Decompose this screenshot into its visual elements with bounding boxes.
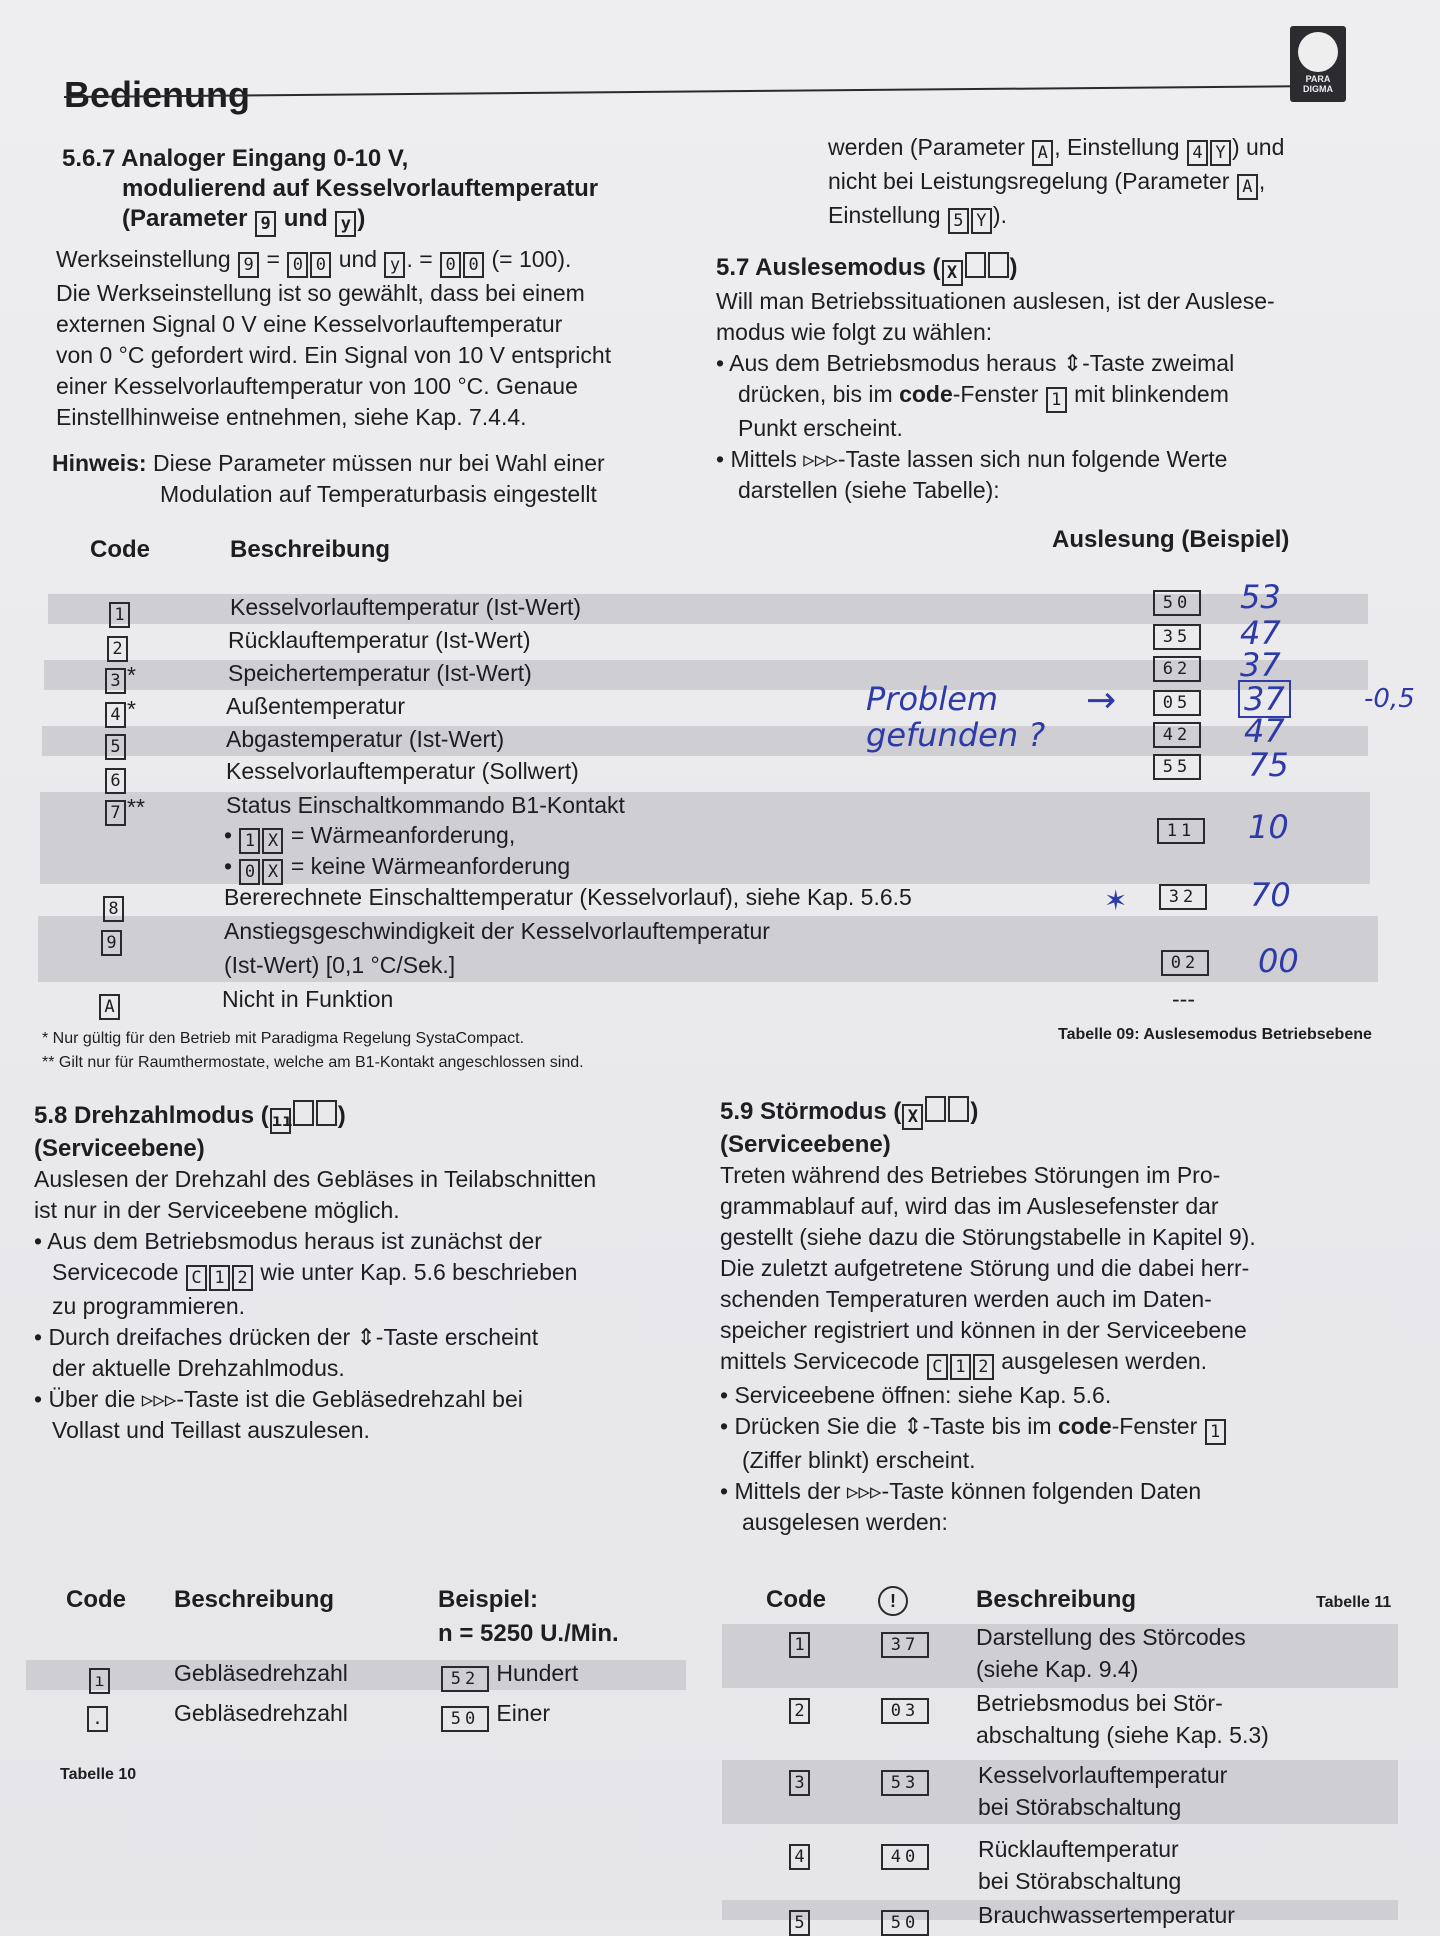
hint-label: Hinweis: bbox=[52, 450, 147, 476]
table-row: 2 bbox=[788, 1692, 811, 1724]
body-line: von 0 °C gefordert wird. Ein Signal von 10 V entspricht bbox=[56, 342, 612, 368]
bullet-1-cont: drücken, bis im code-Fenster 1 mit blinkendem bbox=[716, 379, 1396, 413]
handwritten-star-icon: ✶ bbox=[1104, 884, 1128, 917]
paradigma-logo: PARA DIGMA bbox=[1290, 26, 1346, 102]
bullet-cont: Vollast und Teillast auszulesen. bbox=[52, 1417, 370, 1443]
table-cell-value: 50 Einer bbox=[440, 1700, 550, 1732]
bullet: • Durch dreifaches drücken der ⇕-Taste erscheint bbox=[34, 1324, 539, 1350]
bullet: • Serviceebene öffnen: siehe Kap. 5.6. bbox=[720, 1382, 1112, 1408]
section-subtitle: (Serviceebene) bbox=[720, 1131, 891, 1158]
table-cell-desc: Kesselvorlauftemperatur (Ist-Wert) bbox=[230, 594, 582, 620]
body-line: ist nur in der Serviceebene möglich. bbox=[34, 1197, 400, 1223]
body-line: schenden Temperaturen werden auch im Daten- bbox=[720, 1286, 1212, 1312]
table-row: 1 bbox=[788, 1626, 811, 1658]
bullet: • Mittels der ▹▹▹-Taste können folgenden Daten bbox=[720, 1478, 1202, 1504]
handwritten-note: gefunden ? bbox=[866, 716, 1046, 754]
footnote: * Nur gültig für den Betrieb mit Paradigma Regelung SystaCompact. bbox=[42, 1030, 525, 1047]
section-5-9 bbox=[720, 1096, 1400, 1538]
table-subrow: • 0 X = keine Wärmeanforderung bbox=[224, 853, 570, 885]
bullet-1-cont2: Punkt erscheint. bbox=[738, 415, 903, 441]
readout-value: 35 bbox=[1152, 624, 1202, 650]
table-row: 4 * bbox=[104, 696, 136, 728]
handwritten-value: 47 bbox=[1244, 712, 1285, 750]
bullet-2: • Mittels ▹▹▹-Taste lassen sich nun folgende Werte bbox=[716, 446, 1228, 472]
table-row: A bbox=[98, 988, 121, 1020]
bullet-cont: Servicecode C 1 2 wie unter Kap. 5.6 beschrieben bbox=[34, 1257, 704, 1291]
readout-value: 11 bbox=[1156, 818, 1206, 844]
handwritten-value: 37 bbox=[1240, 646, 1281, 684]
section-5-8-title: 5.8 Drehzahlmodus ( ıı ) bbox=[34, 1100, 704, 1134]
bullet: • Über die ▹▹▹-Taste ist die Gebläsedrehzahl bei bbox=[34, 1386, 523, 1412]
footnote: ** Gilt nur für Raumthermostate, welche am B1-Kontakt angeschlossen sind. bbox=[42, 1054, 584, 1071]
table-cell-desc: bei Störabschaltung bbox=[978, 1868, 1182, 1894]
table-cell-desc: Nicht in Funktion bbox=[222, 986, 394, 1012]
body-line: Treten während des Betriebes Störungen im Pro- bbox=[720, 1162, 1221, 1188]
table-row: . bbox=[86, 1700, 109, 1732]
body-line: Auslesen der Drehzahl des Gebläses in Teilabschnitten bbox=[34, 1166, 597, 1192]
table-cell-value: 50 bbox=[880, 1904, 930, 1936]
body-line: Einstellhinweise entnehmen, siehe Kap. 7.4.4. bbox=[56, 404, 527, 430]
table-row: ı bbox=[88, 1662, 111, 1694]
table-row: 5 bbox=[104, 728, 127, 760]
table-caption: Tabelle 09: Auslesemodus Betriebsebene bbox=[1058, 1026, 1372, 1043]
table-row: 3 bbox=[788, 1764, 811, 1796]
table10-header-ex2: n = 5250 U./Min. bbox=[438, 1620, 619, 1647]
bullet-2-cont: darstellen (siehe Tabelle): bbox=[738, 477, 1000, 503]
table-row: 4 bbox=[788, 1838, 811, 1870]
right-top-text: werden (Parameter A , Einstellung 4 Y ) und nicht bei Leistungsregelung (Parameter A , Einstellung 5 Y ). bbox=[828, 132, 1388, 234]
bullet-cont: (Ziffer blinkt) erscheint. bbox=[742, 1447, 976, 1473]
table11-header-code: Code bbox=[766, 1586, 826, 1613]
section-5-8 bbox=[34, 1100, 704, 1446]
handwritten-value: 75 bbox=[1248, 746, 1289, 784]
table-row: 9 bbox=[100, 924, 123, 956]
handwritten-value-boxed: 37 bbox=[1238, 680, 1291, 718]
bullet-cont: der aktuelle Drehzahlmodus. bbox=[52, 1355, 345, 1381]
handwritten-value: 70 bbox=[1250, 876, 1291, 914]
handwritten-value: 00 bbox=[1258, 942, 1299, 980]
table-cell-desc: Kesselvorlauftemperatur (Sollwert) bbox=[226, 758, 579, 784]
table11-header-desc: Beschreibung bbox=[976, 1586, 1137, 1613]
table-cell-desc: Anstiegsgeschwindigkeit der Kesselvorlauftemperatur bbox=[224, 918, 770, 944]
table-cell-desc: Gebläsedrehzahl bbox=[174, 1660, 348, 1686]
readout-value: 05 bbox=[1152, 690, 1202, 716]
table-cell-desc: Brauchwassertemperatur bbox=[978, 1902, 1235, 1928]
table-cell-desc: Gebläsedrehzahl bbox=[174, 1700, 348, 1726]
body-line: grammablauf auf, wird das im Auslesefenster dar bbox=[720, 1193, 1219, 1219]
table-cell-desc: bei Störabschaltung bbox=[978, 1794, 1182, 1820]
table-cell-desc-2: (Ist-Wert) [0,1 °C/Sek.] bbox=[224, 952, 456, 978]
table09-header-desc: Beschreibung bbox=[230, 536, 391, 563]
section-5-9-title: 5.9 Störmodus ( X ) bbox=[720, 1096, 1400, 1130]
page-title: Bedienung bbox=[64, 74, 250, 115]
table-cell-desc: Kesselvorlauftemperatur bbox=[978, 1762, 1228, 1788]
section-subtitle: (Serviceebene) bbox=[34, 1135, 205, 1162]
body-line: gestellt (siehe dazu die Störungstabelle in Kapitel 9). bbox=[720, 1224, 1256, 1250]
table-row: 8 bbox=[102, 890, 125, 922]
readout-value: 62 bbox=[1152, 656, 1202, 682]
table-cell-value: 03 bbox=[880, 1692, 930, 1724]
table-cell-desc: Bererechnete Einschalttemperatur (Kesselvorlauf), siehe Kap. 5.6.5 bbox=[224, 884, 912, 910]
handwritten-note: Problem bbox=[866, 680, 999, 718]
body-line: einer Kesselvorlauftemperatur von 100 °C. Genaue bbox=[56, 373, 578, 399]
table10-header-code: Code bbox=[66, 1586, 126, 1613]
handwritten-value: 47 bbox=[1240, 614, 1281, 652]
readout-value: 32 bbox=[1158, 884, 1208, 910]
table-caption: Tabelle 11 bbox=[1316, 1594, 1392, 1611]
readout-value: 42 bbox=[1152, 722, 1202, 748]
handwritten-arrow-icon: → bbox=[1086, 680, 1117, 721]
table-caption: Tabelle 10 bbox=[60, 1766, 137, 1783]
readout-value: 55 bbox=[1152, 754, 1202, 780]
body-line: Die zuletzt aufgetretene Störung und die dabei herr- bbox=[720, 1255, 1250, 1281]
table10-header-desc: Beschreibung bbox=[174, 1586, 335, 1613]
table-cell-desc: Speichertemperatur (Ist-Wert) bbox=[228, 660, 532, 686]
table-cell-desc: Außentemperatur bbox=[226, 693, 405, 719]
table-cell-desc: (siehe Kap. 9.4) bbox=[976, 1656, 1139, 1682]
table09-header-code: Code bbox=[90, 536, 150, 563]
bullet-cont: ausgelesen werden: bbox=[742, 1509, 948, 1535]
table-row: 2 bbox=[106, 630, 129, 662]
section-title-line3: (Parameter 9 und y ) bbox=[62, 204, 682, 237]
table09-header-read: Auslesung (Beispiel) bbox=[1052, 526, 1290, 553]
readout-value: 02 bbox=[1160, 950, 1210, 976]
table-row: 7 ** bbox=[104, 794, 145, 826]
hint-text-2: Modulation auf Temperaturbasis eingestellt bbox=[160, 481, 597, 507]
bullet: • Aus dem Betriebsmodus heraus ist zunächst der bbox=[34, 1228, 542, 1254]
table-cell-value: 40 bbox=[880, 1838, 930, 1870]
section-title-line2: modulierend auf Kesselvorlauftemperatur bbox=[122, 175, 599, 202]
body-line: speicher registriert und können in der Serviceebene bbox=[720, 1317, 1247, 1343]
table-cell-desc: abschaltung (siehe Kap. 5.3) bbox=[976, 1722, 1269, 1748]
bullet-1: • Aus dem Betriebsmodus heraus ⇕-Taste zweimal bbox=[716, 350, 1235, 376]
handwritten-note: -0,5 bbox=[1364, 684, 1415, 714]
hint-text: Diese Parameter müssen nur bei Wahl einer bbox=[152, 450, 605, 476]
body-line: externen Signal 0 V eine Kesselvorlauftemperatur bbox=[56, 311, 563, 337]
readout-value: --- bbox=[1172, 986, 1195, 1012]
table-row: 5 bbox=[788, 1904, 811, 1936]
table-cell-desc: Rücklauftemperatur bbox=[978, 1836, 1179, 1862]
body-line: mittels Servicecode C 1 2 ausgelesen werden. bbox=[720, 1346, 1400, 1380]
table-row: 1 bbox=[108, 596, 131, 628]
table-subrow: • 1 X = Wärmeanforderung, bbox=[224, 822, 515, 854]
body-line: modus wie folgt zu wählen: bbox=[716, 319, 993, 345]
table-cell-desc: Rücklauftemperatur (Ist-Wert) bbox=[228, 627, 531, 653]
table-cell-desc: Betriebsmodus bei Stör- bbox=[976, 1690, 1223, 1716]
handwritten-value: 53 bbox=[1240, 578, 1281, 616]
bullet-cont: zu programmieren. bbox=[52, 1293, 246, 1319]
handwritten-value: 10 bbox=[1248, 808, 1289, 846]
alert-icon: ! bbox=[878, 1586, 908, 1616]
factory-setting-line: Werkseinstellung 9 = 0 0 und y . = 0 0 (= 100). bbox=[56, 244, 696, 278]
section-title-line1: 5.6.7 Analoger Eingang 0-10 V, bbox=[62, 145, 409, 172]
table-cell-desc: Status Einschaltkommando B1-Kontakt bbox=[226, 792, 625, 818]
readout-value: 50 bbox=[1152, 590, 1202, 616]
table-cell-desc: Darstellung des Störcodes bbox=[976, 1624, 1246, 1650]
table-cell-value: 52 Hundert bbox=[440, 1660, 578, 1692]
table-row: 3 * bbox=[104, 662, 136, 694]
table-cell-value: 53 bbox=[880, 1764, 930, 1796]
table-row: 6 bbox=[104, 762, 127, 794]
table-row-band bbox=[26, 1660, 686, 1690]
table10-header-ex: Beispiel: bbox=[438, 1586, 539, 1613]
bullet: • Drücken Sie die ⇕-Taste bis im code-Fenster 1 bbox=[720, 1411, 1400, 1445]
table-cell-value: 37 bbox=[880, 1626, 930, 1658]
body-line: Die Werkseinstellung ist so gewählt, dass bei einem bbox=[56, 280, 585, 306]
section-5-7-title: 5.7 Auslesemodus ( X ) bbox=[716, 252, 1396, 286]
table-cell-desc: Abgastemperatur (Ist-Wert) bbox=[226, 726, 505, 752]
body-line: Will man Betriebssituationen auslesen, ist der Auslese- bbox=[716, 288, 1275, 314]
